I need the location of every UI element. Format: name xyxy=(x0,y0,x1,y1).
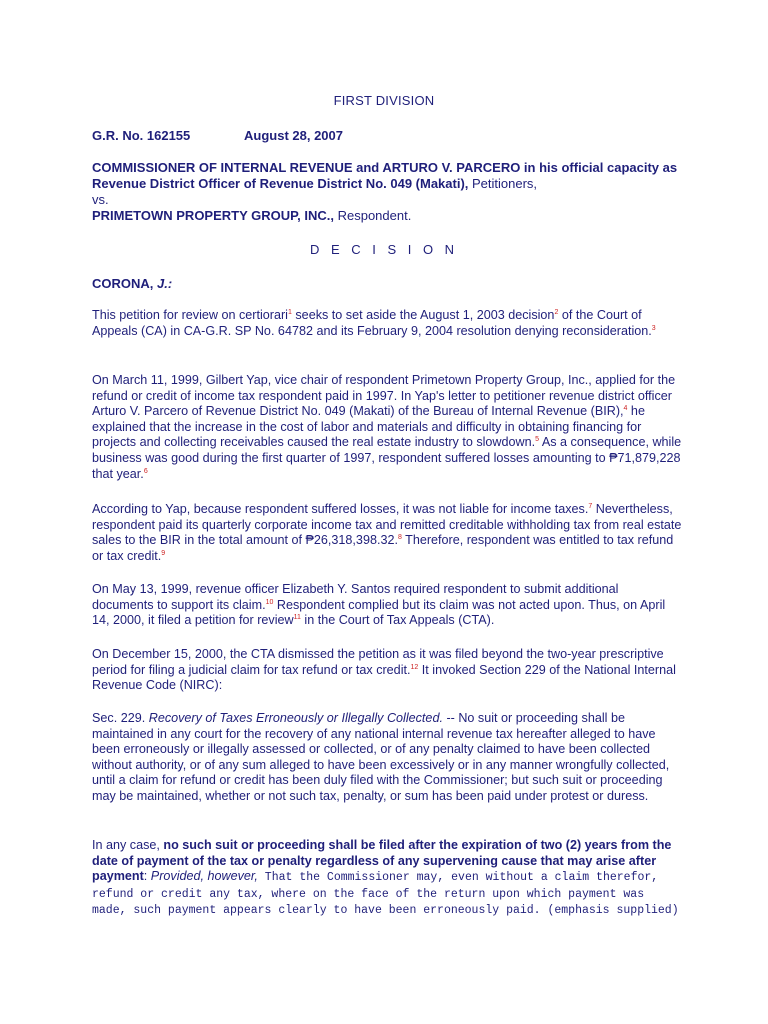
footnote-link[interactable]: 12 xyxy=(410,663,419,671)
footnote-link[interactable]: 6 xyxy=(143,467,148,475)
statute-quote xyxy=(92,711,682,805)
footnote-link[interactable]: 9 xyxy=(161,549,166,557)
paragraph-4 xyxy=(92,582,682,629)
footnote-link[interactable]: 5 xyxy=(535,436,540,444)
division-heading: FIRST DIVISION xyxy=(333,93,435,108)
petitioners-label: Petitioners, xyxy=(468,176,538,191)
paragraph-text: In any case, xyxy=(92,838,164,852)
parties-block xyxy=(92,160,692,224)
section-title: Recovery of Taxes Erroneously or Illegally Collected. xyxy=(148,711,443,725)
paragraph-text: of the Court of Appeals (CA) in CA-G.R. SP No. 64782 and its February 9, 2004 resolution denying reconsideration. xyxy=(92,308,652,338)
gr-number: G.R. No. 162155 xyxy=(92,128,191,143)
decision-date: August 28, 2007 xyxy=(244,128,343,143)
paragraph-text: On December 15, 2000, the CTA dismissed the petition as it was filed beyond the two-year prescriptive period for filing a judicial claim for tax refund or tax credit. xyxy=(92,647,664,677)
paragraph-text: On March 11, 1999, Gilbert Yap, vice chair of respondent Primetown Property Group, Inc., applied for the refund or credit of income tax respondent paid in 1997. In Yap's letter to petitioner revenue district officer Arturo V. Parcero of Revenue District No. 049 (Makati) of the Bureau of Internal Revenue (BIR), xyxy=(92,373,676,419)
paragraph-text: Respondent complied but its claim was not acted upon. Thus, on April 14, 2000, it filed a petition for review xyxy=(92,597,666,628)
paragraph-text: : xyxy=(143,869,151,884)
decision-heading: D E C I S I O N xyxy=(309,242,459,257)
case-number-line xyxy=(92,128,343,143)
paragraph-text: in the Court of Tax Appeals (CTA). xyxy=(300,613,495,628)
paragraph-text: As a consequence, while business was good during the first quarter of 1997, respondent suffered losses amounting to ₱71,879,228 that year. xyxy=(92,435,682,481)
footnote-link[interactable]: 2 xyxy=(554,308,559,316)
statute-proviso xyxy=(92,838,682,919)
paragraph-text: he explained that the increase in the cost of labor and materials and difficulty in obtaining financing for projects and collecting receivables caused the real estate industry to slowdown. xyxy=(92,404,645,450)
paragraph-2 xyxy=(92,373,682,482)
footnote-link[interactable]: 4 xyxy=(623,405,628,412)
paragraph-5 xyxy=(92,647,682,694)
paragraph-text: That the Commissioner may, even without a claim therefor, refund or credit any tax, where on the face of the return upon which payment was made, such payment appears clearly to have been erroneously paid. (emphasis supplied) xyxy=(92,871,679,918)
paragraph-1 xyxy=(92,308,682,339)
footnote-link[interactable]: 10 xyxy=(265,598,274,606)
petitioners-names: COMMISSIONER OF INTERNAL REVENUE and ARTURO V. PARCERO in his official capacity as Revenue District Officer of Revenue District No. 049 (Makati), xyxy=(92,160,678,191)
paragraph-text: -- No suit or proceeding shall be maintained in any court for the recovery of any national internal revenue tax hereafter alleged to have been erroneously or illegally assessed or collected, or of any penalty claimed to have been collected without authority, or of any sum alleged to have been excessively or in any manner wrongfully collected, until a claim for refund or credit has been duly filed with the Commissioner; but such suit or proceeding may be maintained, whether or not such tax, penalty, or sum has been paid under protest or duress. xyxy=(92,711,670,803)
paragraph-text: seeks to set aside the August 1, 2003 decision xyxy=(291,308,555,322)
paragraph-text: Therefore, respondent was entitled to tax refund or tax credit. xyxy=(92,533,674,563)
versus-label: vs. xyxy=(92,192,109,207)
emphasized-text: no such suit or proceeding shall be filed after the expiration of two (2) years from the date of payment of the tax or penalty regardless of any supervening cause that may arise after payment xyxy=(92,838,672,884)
respondent-label: Respondent. xyxy=(333,208,412,223)
footnote-link[interactable]: 7 xyxy=(588,502,593,510)
ponente-title: J.: xyxy=(157,276,173,291)
paragraph-text: Nevertheless, respondent paid its quarterly corporate income tax and remitted creditable withholding tax from real estate sales to the BIR in the total amount of ₱26,318,398.32. xyxy=(92,502,682,548)
italic-text: Provided, however, xyxy=(150,869,258,884)
paragraph-text: According to Yap, because respondent suffered losses, it was not liable for income taxes. xyxy=(92,502,589,516)
paragraph-3 xyxy=(92,502,682,564)
paragraph-text: On May 13, 1999, revenue officer Elizabeth Y. Santos required respondent to submit additional documents to support its claim. xyxy=(92,582,619,612)
ponente-name: CORONA, xyxy=(92,276,157,291)
respondent-name: PRIMETOWN PROPERTY GROUP, INC., xyxy=(92,208,334,223)
ponente xyxy=(92,276,172,291)
section-number: Sec. 229. xyxy=(92,711,149,725)
paragraph-text: This petition for review on certiorari xyxy=(92,308,288,322)
footnote-link[interactable]: 3 xyxy=(651,324,656,332)
paragraph-text: It invoked Section 229 of the National Internal Revenue Code (NIRC): xyxy=(92,662,676,693)
footnote-link[interactable]: 8 xyxy=(397,534,402,541)
footnote-link[interactable]: 11 xyxy=(293,614,301,621)
footnote-link[interactable]: 1 xyxy=(287,308,292,316)
